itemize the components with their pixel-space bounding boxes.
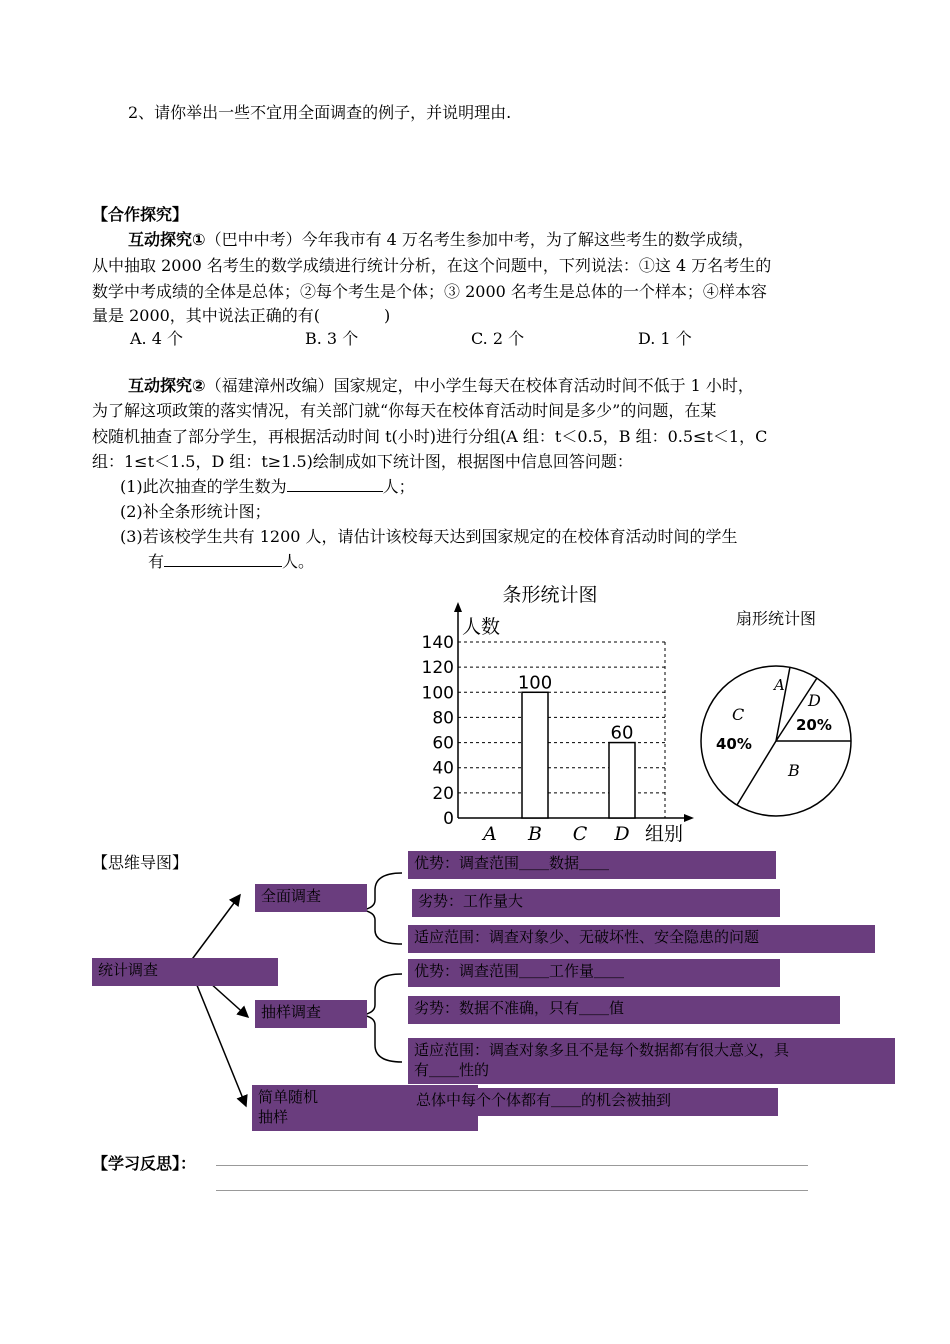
pie-label-a: A (774, 676, 785, 694)
y-tick-label: 80 (432, 708, 454, 729)
mindmap-root: 统计调查 (92, 958, 278, 986)
ex1-option-a: A. 4 个 (130, 329, 183, 348)
data-label: 60 (610, 722, 634, 744)
mindmap-random-line1: 简单随机 (258, 1088, 319, 1106)
ex1-line4: 量是 2000，其中说法正确的有( ) (92, 306, 391, 325)
arrow-to-random (190, 968, 246, 1106)
arrow-to-full (190, 895, 240, 962)
ex2-q3b: 有 人。 (148, 552, 315, 571)
section-heading-reflect: 【学习反思】： (92, 1154, 197, 1173)
x-tick-label: C (572, 823, 588, 845)
mindmap-full-disadvantage: 劣势：工作量大 (412, 889, 780, 917)
ex1-line1 (128, 227, 754, 253)
bar-chart-title: 条形统计图 (502, 584, 598, 606)
mindmap-sample-scope (408, 1038, 895, 1084)
brace-full (362, 873, 402, 944)
mindmap-sample-scope-line1: 适应范围：调查对象多且不是每个数据都有很大意义，具 (414, 1041, 790, 1059)
mindmap-random-line2: 抽样 (258, 1108, 289, 1126)
pie-chart (700, 600, 860, 820)
ex1-option-b: B. 3 个 (305, 329, 359, 348)
ex2-line2: 为了解这项政策的落实情况，有关部门就“你每天在校体育活动时间是多少”的问题，在某 (92, 401, 717, 420)
section-heading-coop: 【合作探究】 (92, 205, 189, 224)
question-2: 2、请你举出一些不宜用全面调查的例子，并说明理由. (128, 103, 512, 122)
answer-blank (164, 550, 282, 567)
pie-pct-c: 40% (716, 735, 752, 753)
y-tick-label: 120 (421, 658, 454, 679)
ex1-line3: 数学中考成绩的全体是总体；②每个考生是个体；③ 2000 名考生是总体的一个样本；④样本容 (92, 282, 767, 301)
section-heading-mindmap: 【思维导图】 (92, 853, 189, 872)
y-tick-label: 0 (443, 809, 454, 829)
brace-sample (362, 974, 402, 1062)
y-tick-label: 140 (421, 633, 454, 653)
ex2-line3: 校随机抽查了部分学生，再根据活动时间 t(小时)进行分组(A 组：t＜0.5，B 组：0.5≤t＜1，C (92, 427, 768, 446)
pie-label-c: C (732, 705, 745, 724)
y-tick-label: 100 (421, 683, 454, 704)
bar-d (609, 743, 635, 818)
ex1-title: 互动探究① (128, 230, 206, 249)
ex2-title: 互动探究② (128, 376, 206, 395)
ex2-text1: （福建漳州改编）国家规定，中小学生每天在校体育活动时间不低于 1 小时， (205, 376, 754, 395)
data-label: 100 (517, 672, 553, 694)
mindmap-full-survey: 全面调查 (255, 884, 367, 912)
ex2-line4: 组：1≤t＜1.5，D 组：t≥1.5)绘制成如下统计图，根据图中信息回答问题： (92, 452, 633, 471)
mindmap-random-description: 总体中每个个体都有＿＿的机会被抽到 (410, 1088, 778, 1116)
x-tick-label: D (614, 823, 630, 845)
ex1-option-d: D. 1 个 (638, 329, 692, 348)
ex1-line2: 从中抽取 2000 名考生的数学成绩进行统计分析，在这个问题中，下列说法：①这 4 万名考生的 (92, 256, 772, 275)
y-axis-label: 人数 (462, 616, 501, 638)
mindmap-full-advantage: 优势：调查范围＿＿数据＿＿ (408, 851, 776, 879)
mindmap-sample-disadvantage: 劣势：数据不准确，只有＿＿值 (408, 996, 840, 1024)
bar-chart (410, 578, 700, 848)
mindmap-sample-advantage: 优势：调查范围＿＿工作量＿＿ (408, 959, 780, 987)
x-tick-label: B (528, 823, 542, 845)
x-tick-label: A (483, 823, 497, 845)
ex2-q2: (2)补全条形统计图； (120, 502, 271, 521)
y-tick-label: 20 (432, 783, 454, 804)
ex2-q1: (1)此次抽查的学生数为 人； (120, 477, 415, 496)
mindmap-sample-scope-line2: 有＿＿性的 (414, 1061, 490, 1079)
pie-chart-title: 扇形统计图 (735, 609, 817, 628)
bar-b (522, 692, 548, 818)
y-tick-label: 60 (432, 733, 454, 754)
pie-label-b: B (788, 761, 800, 780)
x-axis-label: 组别 (645, 823, 684, 845)
mindmap-sample-survey: 抽样调查 (255, 1000, 367, 1028)
reflect-line[interactable] (216, 1165, 808, 1166)
mindmap-full-scope: 适应范围：调查对象少、无破坏性、安全隐患的问题 (408, 925, 875, 953)
pie-pct-d: 20% (796, 716, 832, 734)
y-tick-label: 40 (432, 758, 454, 779)
ex2-q3: (3)若该校学生共有 1200 人，请估计该校每天达到国家规定的在校体育活动时间的学生 (120, 527, 738, 546)
ex1-option-c: C. 2 个 (471, 329, 525, 348)
y-axis-arrow (454, 602, 462, 612)
ex2-line1 (128, 373, 754, 399)
pie-label-d: D (808, 691, 821, 710)
y-ticks (422, 633, 454, 829)
reflect-line[interactable] (216, 1190, 808, 1191)
ex1-text1: （巴中中考）今年我市有 4 万名考生参加中考，为了解这些考生的数学成绩， (205, 230, 754, 249)
answer-blank (287, 475, 383, 492)
x-axis-arrow (684, 814, 694, 822)
